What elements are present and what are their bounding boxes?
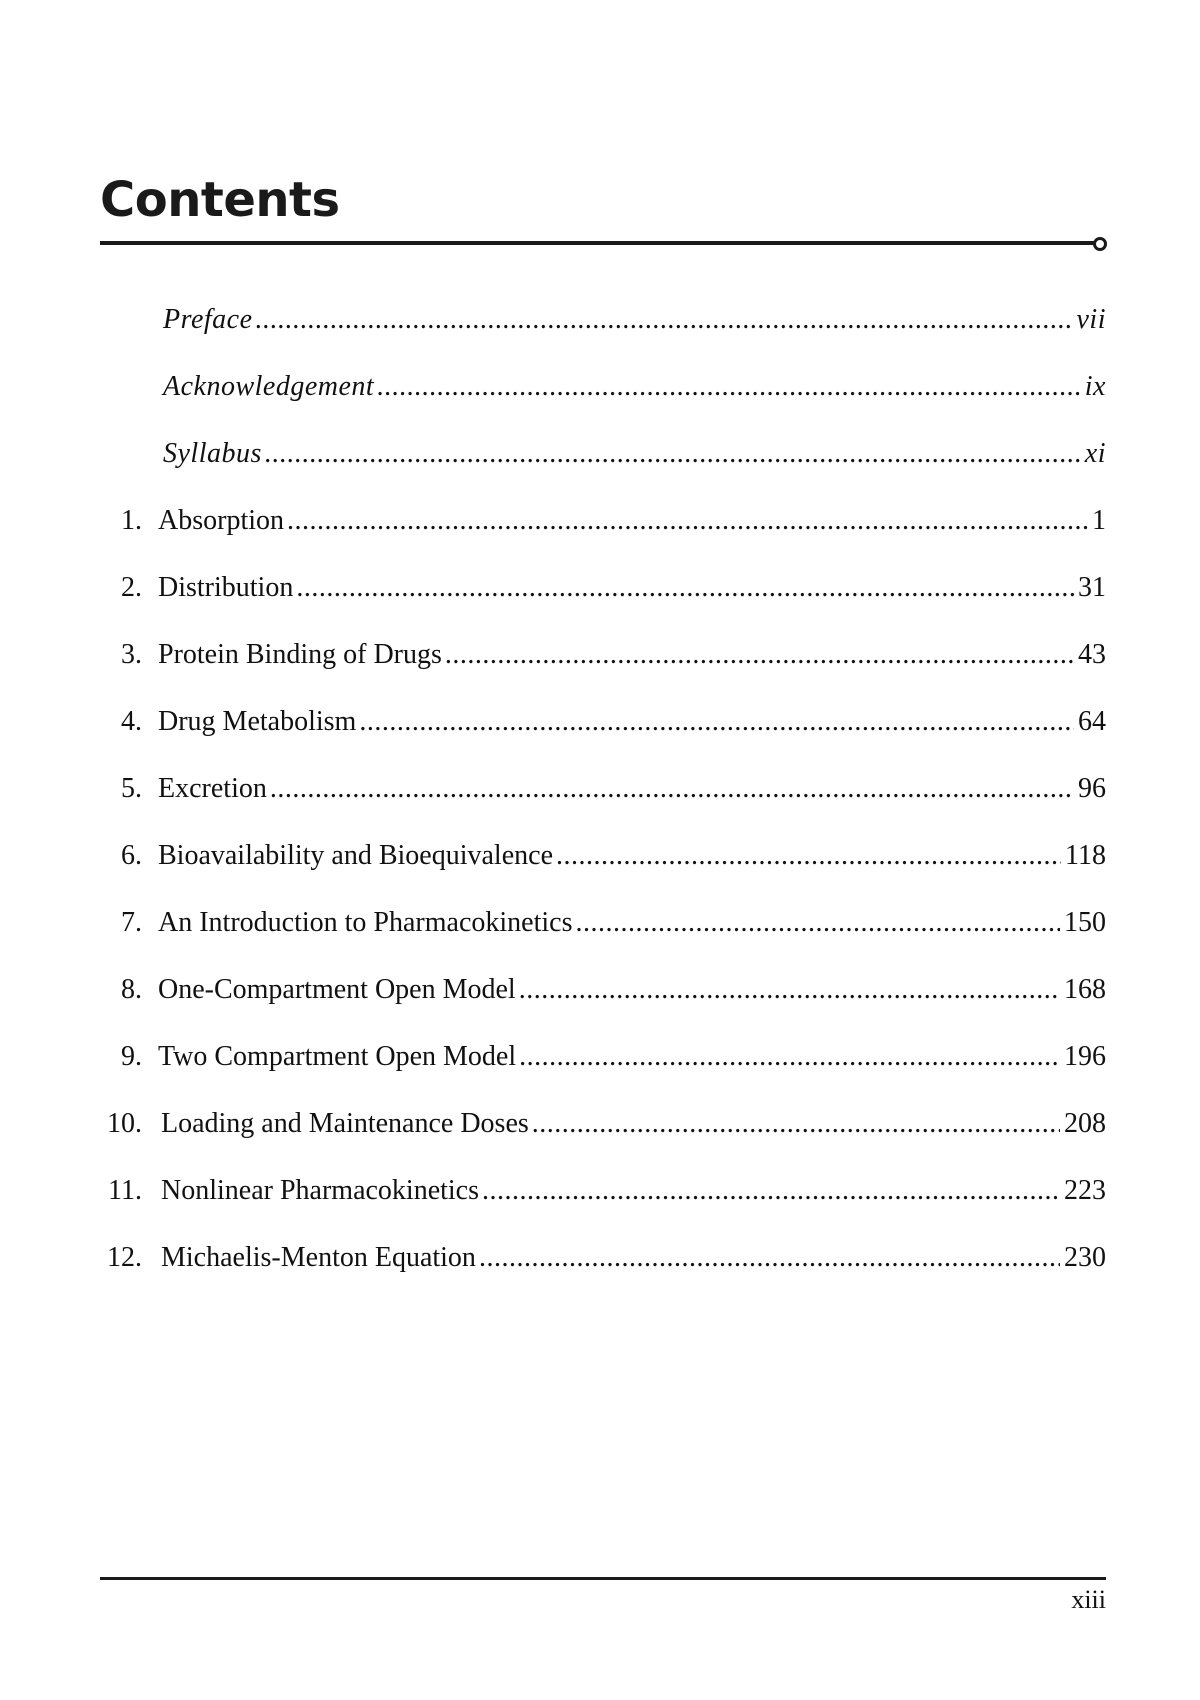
toc-page-number: 168 xyxy=(1064,974,1106,1005)
toc-row-chapter-3[interactable] xyxy=(0,621,1200,688)
toc-row-preface[interactable] xyxy=(0,286,1200,353)
toc-row-chapter-8[interactable] xyxy=(0,956,1200,1023)
toc-page-number: vii xyxy=(1076,304,1106,335)
toc-page-number: 230 xyxy=(1064,1242,1106,1273)
toc-row-chapter-9[interactable] xyxy=(0,1023,1200,1090)
toc-entry-title: Excretion xyxy=(158,773,267,804)
dot-leader xyxy=(287,487,1088,554)
toc-page-number: 64 xyxy=(1078,706,1106,737)
toc-entry-title: Nonlinear Pharmacokinetics xyxy=(161,1175,480,1206)
toc-entry-title: Drug Metabolism xyxy=(158,706,357,737)
toc-row-acknowledgement[interactable] xyxy=(0,353,1200,420)
chapter-number: 11. xyxy=(108,1175,142,1206)
toc-row-chapter-6[interactable] xyxy=(0,822,1200,889)
toc-entry-title: One-Compartment Open Model xyxy=(158,974,516,1005)
toc-row-chapter-11[interactable] xyxy=(0,1157,1200,1224)
page-title: Contents xyxy=(100,172,340,228)
toc-entry-title: Preface xyxy=(163,304,253,335)
toc-entry-title: Protein Binding of Drugs xyxy=(158,639,442,670)
toc-entry-title: An Introduction to Pharmacokinetics xyxy=(158,907,573,938)
dot-leader xyxy=(519,1023,1060,1090)
chapter-number: 7. xyxy=(121,907,142,938)
footer-rule xyxy=(100,1577,1106,1580)
dot-leader xyxy=(377,353,1081,420)
dot-leader xyxy=(445,621,1074,688)
toc-entry-title: Loading and Maintenance Doses xyxy=(161,1108,529,1139)
toc-page-number: 1 xyxy=(1092,505,1106,536)
toc-row-chapter-1[interactable] xyxy=(0,487,1200,554)
toc-page-number: 150 xyxy=(1064,907,1106,938)
toc-row-chapter-2[interactable] xyxy=(0,554,1200,621)
dot-leader xyxy=(265,420,1081,487)
toc-entry-title: Michaelis-Menton Equation xyxy=(161,1242,476,1273)
dot-leader xyxy=(359,688,1074,755)
toc-row-chapter-7[interactable] xyxy=(0,889,1200,956)
chapter-number: 12. xyxy=(107,1242,142,1273)
chapter-number: 8. xyxy=(121,974,142,1005)
chapter-number: 2. xyxy=(121,572,142,603)
chapter-number: 1. xyxy=(121,505,142,536)
dot-leader xyxy=(256,286,1073,353)
dot-leader xyxy=(479,1224,1060,1291)
table-of-contents xyxy=(0,286,1200,1291)
dot-leader xyxy=(296,554,1074,621)
toc-entry-title: Acknowledgement xyxy=(163,371,375,402)
toc-page-number: 43 xyxy=(1078,639,1106,670)
chapter-number: 6. xyxy=(121,840,142,871)
toc-entry-title: Bioavailability and Bioequivalence xyxy=(158,840,553,871)
toc-page-number: 223 xyxy=(1064,1175,1106,1206)
dot-leader xyxy=(532,1090,1060,1157)
toc-entry-title: Two Compartment Open Model xyxy=(158,1041,517,1072)
dot-leader xyxy=(270,755,1074,822)
toc-entry-title: Syllabus xyxy=(163,438,262,469)
toc-row-chapter-12[interactable] xyxy=(0,1224,1200,1291)
page-folio: xiii xyxy=(1071,1585,1106,1614)
toc-row-syllabus[interactable] xyxy=(0,420,1200,487)
chapter-number: 10. xyxy=(107,1108,142,1139)
toc-row-chapter-4[interactable] xyxy=(0,688,1200,755)
dot-leader xyxy=(556,822,1061,889)
toc-row-chapter-10[interactable] xyxy=(0,1090,1200,1157)
chapter-number: 5. xyxy=(121,773,142,804)
toc-row-chapter-5[interactable] xyxy=(0,755,1200,822)
toc-page-number: 196 xyxy=(1064,1041,1106,1072)
chapter-number: 3. xyxy=(121,639,142,670)
toc-entry-title: Absorption xyxy=(158,505,284,536)
chapter-number: 9. xyxy=(121,1041,142,1072)
toc-page-number: 31 xyxy=(1078,572,1106,603)
circle-end-icon xyxy=(1093,237,1107,251)
title-rule xyxy=(100,241,1096,245)
toc-page-number: 208 xyxy=(1064,1108,1106,1139)
dot-leader xyxy=(482,1157,1060,1224)
toc-entry-title: Distribution xyxy=(158,572,294,603)
dot-leader xyxy=(519,956,1060,1023)
toc-page-number: xi xyxy=(1084,438,1106,469)
dot-leader xyxy=(575,889,1060,956)
toc-page-number: ix xyxy=(1084,371,1106,402)
chapter-number: 4. xyxy=(121,706,142,737)
toc-page-number: 96 xyxy=(1078,773,1106,804)
toc-page-number: 118 xyxy=(1065,840,1106,871)
